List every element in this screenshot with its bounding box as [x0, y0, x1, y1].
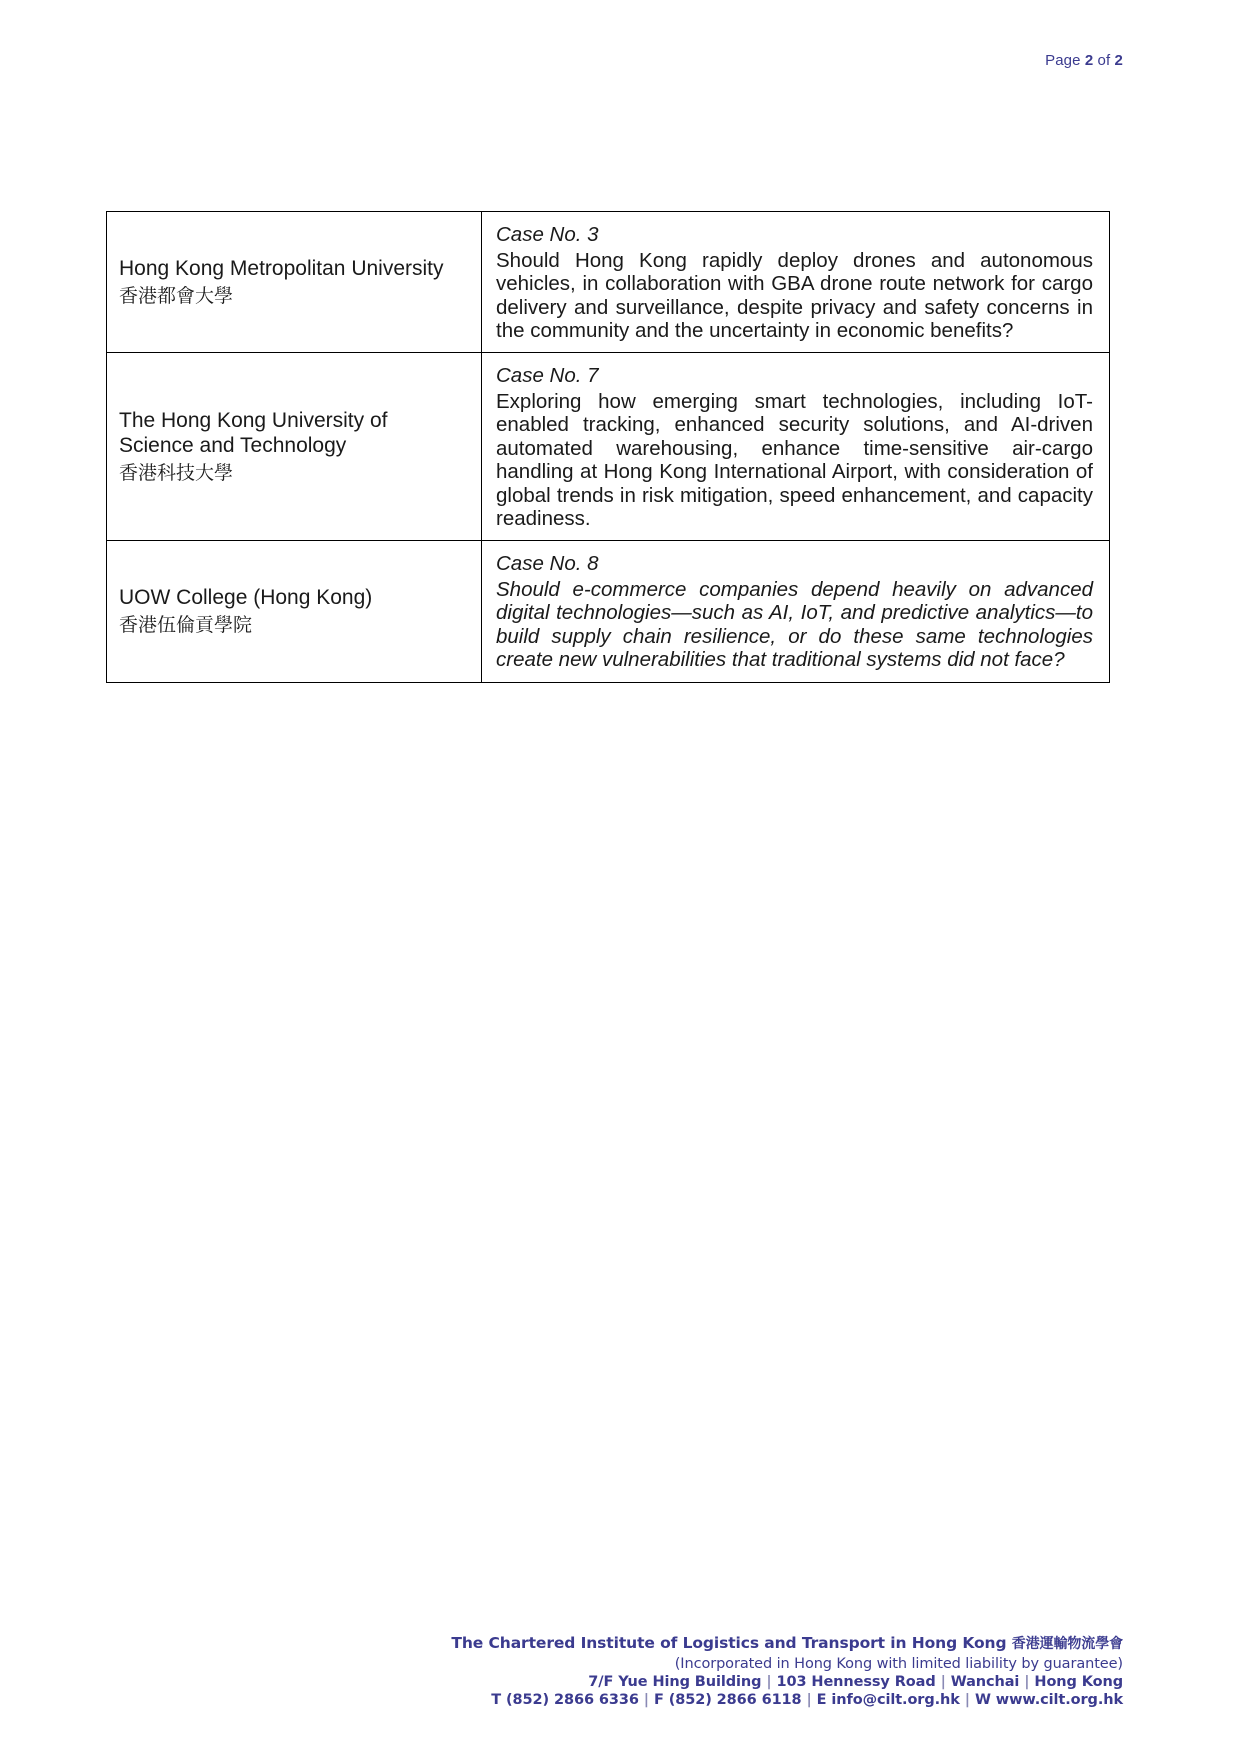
page-number-header: [1045, 52, 1123, 69]
case-description: Exploring how emerging smart technologies, including IoT-enabled tracking, enhanced security solutions, and AI-driven automated warehousing, enhance time-sensitive air-cargo handling at Hong Kong International Airport, with consideration of global trends in risk mitigation, speed enhancement, and capacity readiness.: [496, 390, 1093, 530]
footer-telephone: T (852) 2866 6336: [491, 1692, 639, 1708]
footer-email[interactable]: E info@cilt.org.hk: [816, 1692, 960, 1708]
university-name-en: UOW College (Hong Kong): [119, 586, 373, 610]
university-cell: [107, 541, 482, 682]
footer-org-name-en: The Chartered Institute of Logistics and Transport in Hong Kong: [451, 1634, 1007, 1652]
university-cell: [107, 212, 482, 353]
case-cell: [482, 541, 1110, 682]
table-row: [107, 541, 1110, 682]
case-number: Case No. 7: [496, 364, 599, 388]
page-footer: [0, 1635, 1241, 1755]
footer-organisation: [451, 1633, 1123, 1653]
case-number: Case No. 3: [496, 223, 599, 246]
footer-address-district: Wanchai: [950, 1674, 1020, 1690]
case-description: Should e-commerce companies depend heavily on advanced digital technologies—such as AI, IoT, and predictive analytics—to build supply chain resilience, or do these same technologies create new vulnerabilities that traditional systems did not face?: [496, 578, 1093, 672]
footer-website[interactable]: W www.cilt.org.hk: [974, 1692, 1123, 1708]
page-total: 2: [1114, 52, 1123, 69]
table-row: [107, 212, 1110, 353]
university-name-zh: 香港科技大學: [119, 462, 234, 485]
case-number: Case No. 8: [496, 552, 599, 576]
university-name-zh: 香港都會大學: [119, 284, 234, 307]
footer-org-name-zh: 香港運輸物流學會: [1011, 1636, 1123, 1652]
university-cell: [107, 353, 482, 541]
footer-address-street: 103 Hennessy Road: [776, 1674, 936, 1690]
footer-address: 7/F Yue Hing Building | 103 Hennessy Road | Wanchai | Hong Kong: [588, 1674, 1123, 1690]
university-name-en: Hong Kong Metropolitan University: [119, 256, 444, 280]
table-row: [107, 353, 1110, 541]
footer-contacts: T (852) 2866 6336 | F (852) 2866 6118 | E info@cilt.org.hk | W www.cilt.org.hk: [491, 1692, 1123, 1708]
case-topics-table: [106, 211, 1110, 683]
footer-address-city: Hong Kong: [1034, 1674, 1123, 1690]
footer-address-building: 7/F Yue Hing Building: [588, 1674, 762, 1690]
case-cell: [482, 212, 1110, 353]
university-name-en: The Hong Kong University of Science and Technology: [119, 408, 388, 458]
footer-fax: F (852) 2866 6118: [653, 1692, 802, 1708]
case-description: Should Hong Kong rapidly deploy drones and autonomous vehicles, in collaboration with GBA drone route network for cargo delivery and surveillance, despite privacy and safety concerns in the community and the uncertainty in economic benefits?: [496, 248, 1093, 342]
case-cell: [482, 353, 1110, 541]
page-label: Page: [1045, 52, 1081, 69]
page-current: 2: [1084, 52, 1094, 69]
page-of-label: of: [1097, 52, 1111, 69]
footer-incorporation: (Incorporated in Hong Kong with limited liability by guarantee): [674, 1656, 1123, 1672]
university-name-zh: 香港伍倫貢學院: [119, 613, 253, 636]
